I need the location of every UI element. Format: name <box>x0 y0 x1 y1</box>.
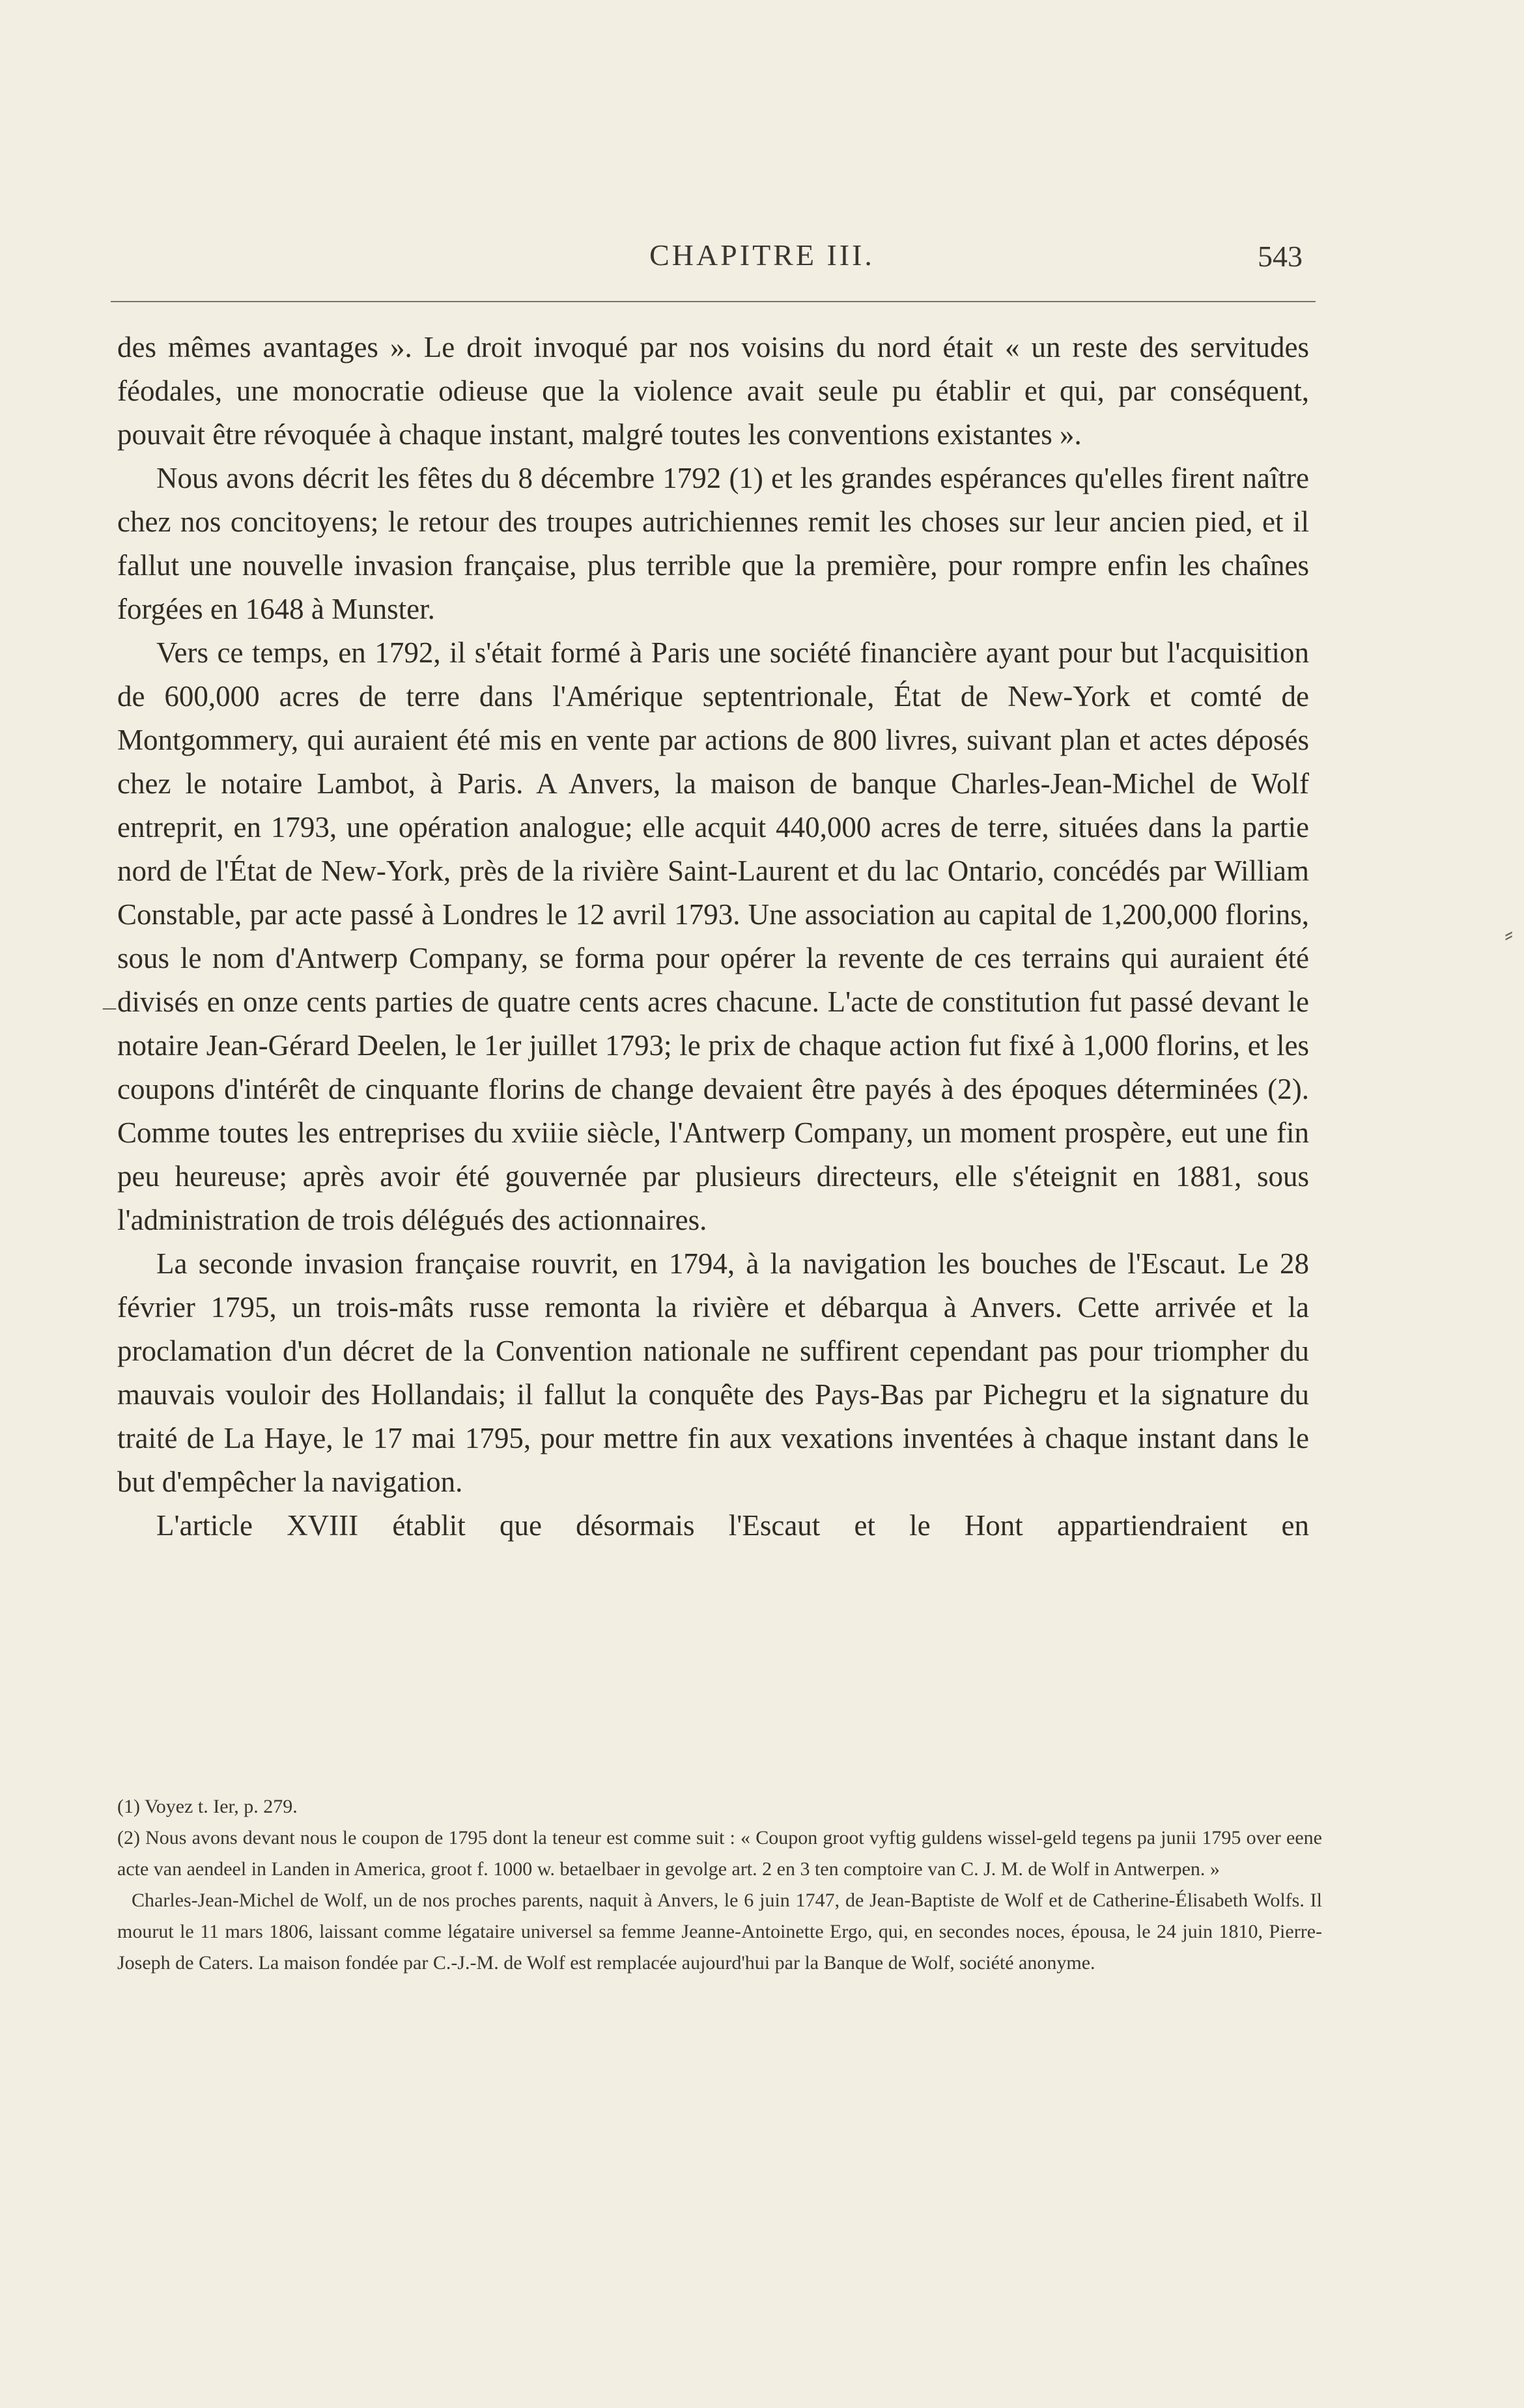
paragraph: des mêmes avantages ». Le droit invoqué par nos voisins du nord était « un reste des servitudes féodales, une monocratie odieuse que la violence avait seule pu établir et qui, par conséquent, pouvait être révoquée à chaque instant, malgré toutes les conventions existantes ». <box>117 331 1309 451</box>
footnotes <box>117 1791 1322 1979</box>
footnote: Charles-Jean-Michel de Wolf, un de nos proches parents, naquit à Anvers, le 6 juin 1747, de Jean-Baptiste de Wolf et de Catherine-Élisabeth Wolfs. Il mourut le 11 mars 1806, laissant comme légataire universel sa femme Jeanne-Antoinette Ergo, qui, en secondes noces, épousa, le 24 juin 1810, Pierre-Joseph de Caters. La maison fondée par C.-J.-M. de Wolf est remplacée aujourd'hui par la Banque de Wolf, société anonyme. <box>117 1890 1322 1974</box>
margin-mark-left: _ <box>103 983 116 1012</box>
body-text <box>117 326 1309 1548</box>
chapter-title: CHAPITRE III. <box>649 238 875 272</box>
paragraph: La seconde invasion française rouvrit, en 1794, à la navigation les bouches de l'Escaut. Le 28 février 1795, un trois-mâts russe remonta la rivière et débarqua à Anvers. Cette arrivée et la proclamation d'un décret de la Convention nationale ne suffirent cependant pas pour triompher du mauvais vouloir des Hollandais; il fallut la conquête des Pays-Bas par Pichegru et la signature du traité de La Haye, le 17 mai 1795, pour mettre fin aux vexations inventées à chaque instant dans le but d'empêcher la navigation. <box>117 1247 1309 1498</box>
paragraph: Vers ce temps, en 1792, il s'était formé à Paris une société financière ayant pour but l'acquisition de 600,000 acres de terre dans l'Amérique septentrionale, État de New-York et comté de Montgommery, qui auraient été mis en vente par actions de 800 livres, suivant plan et actes déposés chez le notaire Lambot, à Paris. A Anvers, la maison de banque Charles-Jean-Michel de Wolf entreprit, en 1793, une opération analogue; elle acquit 440,000 acres de terre, situées dans la partie nord de l'État de New-York, près de la rivière Saint-Laurent et du lac Ontario, concédés par William Constable, par acte passé à Londres le 12 avril 1793. Une association au capital de 1,200,000 florins, sous le nom d'Antwerp Company, se forma pour opérer la revente de ces terrains qui auraient été divisés en onze cents parties de quatre cents acres chacune. L'acte de constitution fut passé devant le notaire Jean-Gérard Deelen, le 1er juillet 1793; le prix de chaque action fut fixé à 1,000 florins, et les coupons d'intérêt de cinquante florins de change devaient être payés à des époques déterminées (2). Comme toutes les entreprises du xviiie siècle, l'Antwerp Company, un moment prospère, eut une fin peu heureuse; après avoir été gouvernée par plusieurs directeurs, elle s'éteignit en 1881, sous l'administration de trois délégués des actionnaires. <box>117 636 1309 1236</box>
page-number: 543 <box>1258 240 1303 273</box>
paragraph: Nous avons décrit les fêtes du 8 décembre 1792 (1) et les grandes espérances qu'elles firent naître chez nos concitoyens; le retour des troupes autrichiennes remit les choses sur leur ancien pied, et il fallut une nouvelle invasion française, plus terrible que la première, pour rompre enfin les chaînes forgées en 1648 à Munster. <box>117 462 1309 625</box>
header-rule <box>111 301 1316 302</box>
footnote: (1) Voyez t. Ier, p. 279. <box>117 1796 298 1817</box>
footnote: (2) Nous avons devant nous le coupon de 1795 dont la teneur est comme suit : « Coupon groot vyftig guldens wissel-geld tegens pa junii 1795 over eene acte van aendeel in Landen in America, groot f. 1000 w. betaelbaer in gevolge art. 2 en 3 ten comptoire van C. J. M. de Wolf in Antwerpen. » <box>117 1827 1322 1880</box>
paragraph: L'article XVIII établit que désormais l'Escaut et le Hont appartiendraient en <box>156 1509 1309 1542</box>
margin-mark-right: ⸗ <box>1504 919 1514 948</box>
